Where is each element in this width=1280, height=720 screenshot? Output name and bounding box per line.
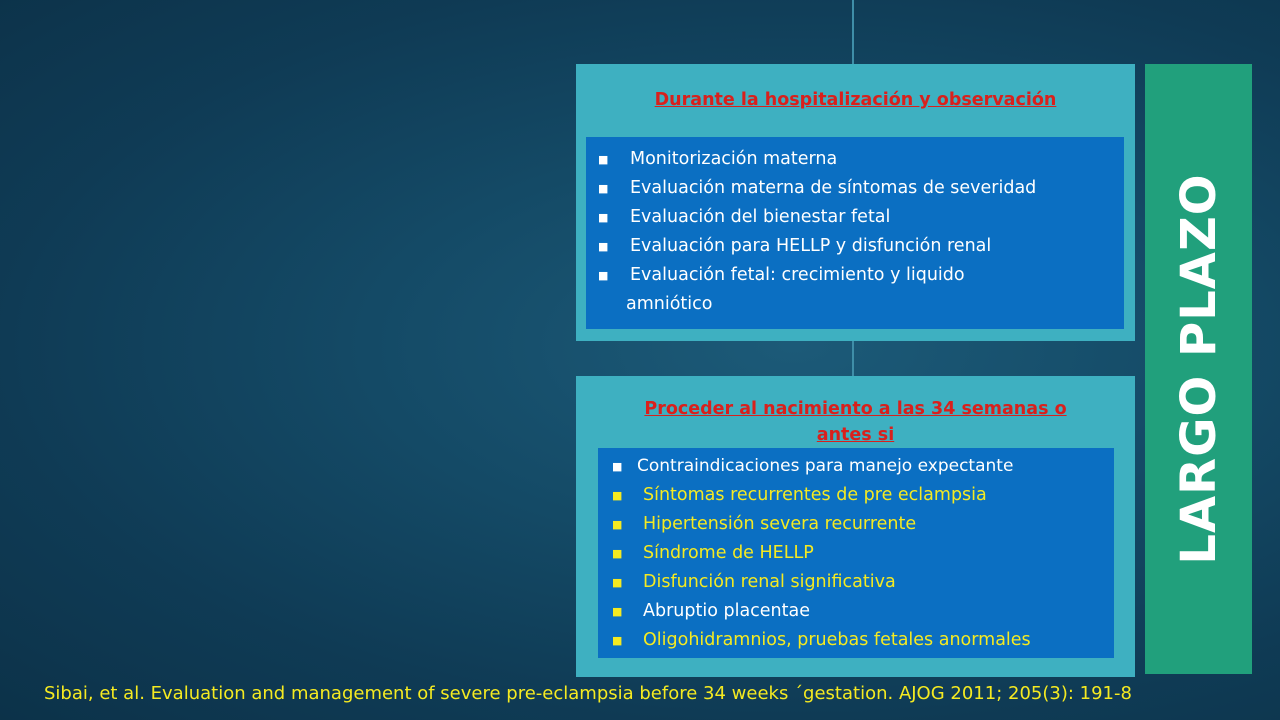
- citation: Sibai, et al. Evaluation and management of severe pre-eclampsia before 34 weeks ´gestation. AJOG 2011; 205(3): 191-8: [44, 683, 1132, 704]
- top-connector-line: [852, 0, 854, 64]
- list-item: ■ Abruptio placentae: [598, 597, 1114, 626]
- list-item: ■ Monitorización materna: [586, 145, 1124, 174]
- list-item: ■ Síndrome de HELLP: [598, 539, 1114, 568]
- list-item: ■ Evaluación materna de síntomas de severidad: [586, 174, 1124, 203]
- list-item-continuation: amniótico: [626, 294, 713, 314]
- list-item: ■ Contraindicaciones para manejo expectante: [598, 452, 1114, 481]
- delivery-list-box: [598, 448, 1114, 658]
- square-bullet-icon: ■: [612, 460, 623, 473]
- square-bullet-icon: ■: [598, 240, 609, 253]
- delivery-panel: [576, 376, 1135, 677]
- side-label: LARGO PLAZO: [1170, 173, 1227, 565]
- square-bullet-icon: ■: [598, 182, 609, 195]
- list-item: ■ Hipertensión severa recurrente: [598, 510, 1114, 539]
- list-item: ■ Evaluación fetal: crecimiento y liquido: [586, 261, 1124, 290]
- square-bullet-icon: ■: [612, 634, 623, 647]
- side-label-bar: [1145, 64, 1252, 674]
- list-item: ■ Disfunción renal significativa: [598, 568, 1114, 597]
- list-item: ■ Evaluación del bienestar fetal: [586, 203, 1124, 232]
- delivery-list: [598, 452, 1114, 655]
- square-bullet-icon: ■: [612, 547, 623, 560]
- square-bullet-icon: ■: [598, 211, 609, 224]
- hospitalization-panel: [576, 64, 1135, 341]
- square-bullet-icon: ■: [612, 605, 623, 618]
- delivery-title: [576, 396, 1135, 448]
- list-item: ■ Oligohidramnios, pruebas fetales anormales: [598, 626, 1114, 655]
- square-bullet-icon: ■: [612, 489, 623, 502]
- square-bullet-icon: ■: [612, 518, 623, 531]
- middle-connector-line: [852, 341, 854, 376]
- list-item: ■ Evaluación para HELLP y disfunción renal: [586, 232, 1124, 261]
- square-bullet-icon: ■: [612, 576, 623, 589]
- hospitalization-title: Durante la hospitalización y observación: [654, 90, 1057, 110]
- list-item: ■ Síntomas recurrentes de pre eclampsia: [598, 481, 1114, 510]
- square-bullet-icon: ■: [598, 269, 609, 282]
- hospitalization-list: [586, 145, 1124, 319]
- delivery-title-line2: antes si: [816, 425, 895, 445]
- square-bullet-icon: ■: [598, 153, 609, 166]
- delivery-title-line1: Proceder al nacimiento a las 34 semanas o: [644, 399, 1067, 419]
- hospitalization-list-box: [586, 137, 1124, 329]
